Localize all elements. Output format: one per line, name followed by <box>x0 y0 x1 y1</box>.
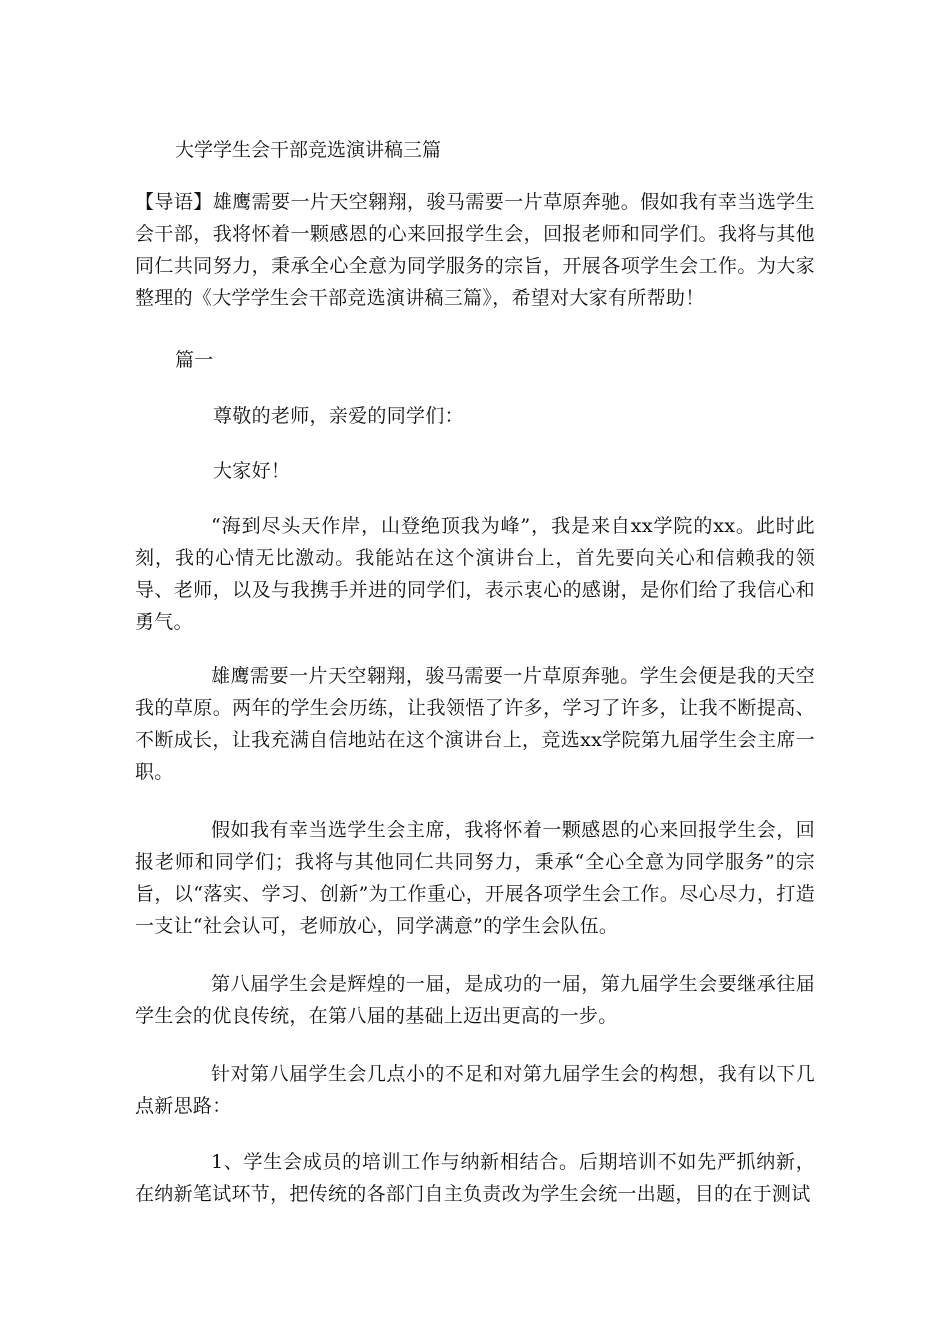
body-paragraph-4: 第八届学生会是辉煌的一届，是成功的一届，第九届学生会要继承往届学生会的优良传统，在第八届的基础上迈出更高的一步。 <box>135 973 815 1027</box>
section-label: 篇一 <box>175 349 214 371</box>
body-paragraph-5: 针对第八届学生会几点小的不足和对第九届学生会的构想，我有以下几点新思路： <box>135 1063 815 1117</box>
document-title: 大学学生会干部竞选演讲稿三篇 <box>175 139 442 161</box>
greeting: 大家好！ <box>213 460 291 482</box>
salutation: 尊敬的老师，亲爱的同学们： <box>213 405 464 427</box>
body-paragraph-2: 雄鹰需要一片天空翱翔，骏马需要一片草原奔驰。学生会便是我的天空我的草原。两年的学生会历练，让我领悟了许多，学习了许多，让我不断提高、不断成长，让我充满自信地站在这个演讲台上，竞选xx学院第九届学生会主席一职。 <box>135 665 815 783</box>
body-paragraph-6: 1、学生会成员的培训工作与纳新相结合。后期培训不如先严抓纳新，在纳新笔试环节，把传统的各部门自主负责改为学生会统一出题，目的在于测试 <box>135 1151 815 1205</box>
body-paragraph-1: “海到尽头天作岸，山登绝顶我为峰”，我是来自xx学院的xx。此时此刻，我的心情无比激动。我能站在这个演讲台上，首先要向关心和信赖我的领导、老师，以及与我携手并进的同学们，表示衷心的感谢，是你们给了我信心和勇气。 <box>135 515 815 633</box>
body-paragraph-3: 假如我有幸当选学生会主席，我将怀着一颗感恩的心来回报学生会，回报老师和同学们；我将与其他同仁共同努力，秉承“全心全意为同学服务”的宗旨，以“落实、学习、创新”为工作重心，开展各项学生会工作。尽心尽力，打造一支让“社会认可，老师放心，同学满意”的学生会队伍。 <box>135 819 815 937</box>
intro-paragraph: 【导语】雄鹰需要一片天空翱翔，骏马需要一片草原奔驰。假如我有幸当选学生会干部，我将怀着一颗感恩的心来回报学生会，回报老师和同学们。我将与其他同仁共同努力，秉承全心全意为同学服务的宗旨，开展各项学生会工作。为大家整理的《大学学生会干部竞选演讲稿三篇》，希望对大家有所帮助！ <box>135 191 815 309</box>
